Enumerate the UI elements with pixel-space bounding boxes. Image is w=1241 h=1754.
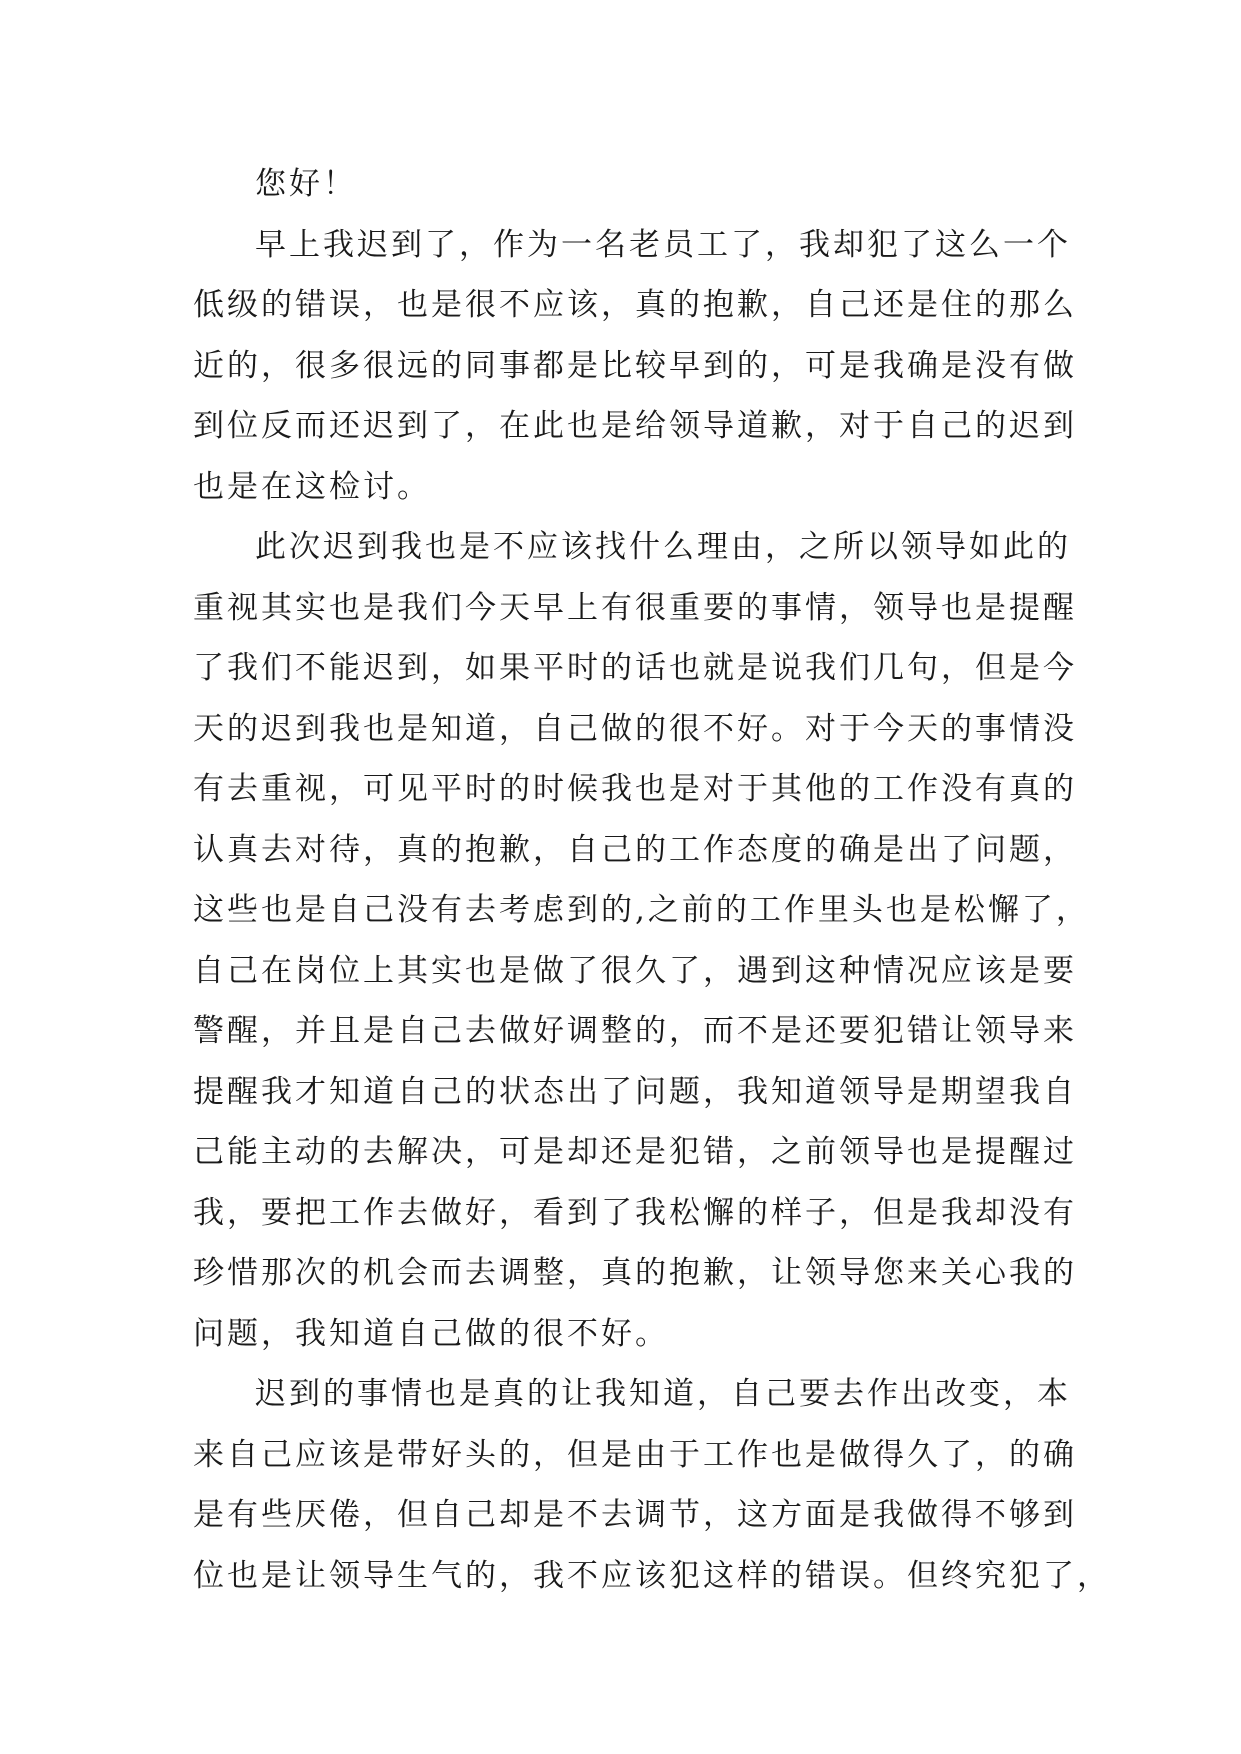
paragraph-line: 认真去对待，真的抱歉，自己的工作态度的确是出了问题， <box>193 831 1077 868</box>
paragraph-line: 己能主动的去解决，可是却还是犯错，之前领导也是提醒过 <box>193 1134 1077 1170</box>
paragraph-line: 低级的错误，也是很不应该，真的抱歉，自己还是住的那么 <box>193 287 1077 323</box>
paragraph-line: 是有些厌倦，但自己却是不去调节，这方面是我做得不够到 <box>193 1497 1077 1533</box>
paragraph-line: 迟到的事情也是真的让我知道，自己要去作出改变，本 <box>255 1376 1071 1412</box>
greeting: 您好！ <box>255 166 357 202</box>
paragraph-line: 到位反而还迟到了，在此也是给领导道歉，对于自己的迟到 <box>193 408 1077 444</box>
letter-body <box>193 154 1111 1606</box>
paragraph-line: 近的，很多很远的同事都是比较早到的，可是我确是没有做 <box>193 347 1077 384</box>
paragraph-line: 自己在岗位上其实也是做了很久了，遇到这种情况应该是要 <box>193 952 1077 989</box>
paragraph-line: 这些也是自己没有去考虑到的,之前的工作里头也是松懈了， <box>193 892 1090 928</box>
paragraph-1 <box>193 215 1077 518</box>
paragraph-line: 警醒，并且是自己去做好调整的，而不是还要犯错让领导来 <box>193 1013 1077 1049</box>
paragraph-line: 重视其实也是我们今天早上有很重要的事情，领导也是提醒 <box>193 589 1077 626</box>
paragraph-line: 问题，我知道自己做的很不好。 <box>193 1315 669 1352</box>
paragraph-line: 也是在这检讨。 <box>193 468 431 505</box>
paragraph-line: 了我们不能迟到，如果平时的话也就是说我们几句，但是今 <box>193 650 1077 686</box>
paragraph-3 <box>193 1364 1111 1606</box>
paragraph-line: 珍惜那次的机会而去调整，真的抱歉，让领导您来关心我的 <box>193 1255 1077 1291</box>
paragraph-2 <box>193 517 1090 1364</box>
paragraph-line: 提醒我才知道自己的状态出了问题，我知道领导是期望我自 <box>193 1073 1077 1110</box>
paragraph-line: 来自己应该是带好头的，但是由于工作也是做得久了，的确 <box>193 1436 1077 1473</box>
paragraph-line: 有去重视，可见平时的时候我也是对于其他的工作没有真的 <box>193 771 1077 807</box>
paragraph-line: 我，要把工作去做好，看到了我松懈的样子，但是我却没有 <box>193 1194 1077 1231</box>
paragraph-line: 早上我迟到了，作为一名老员工了，我却犯了这么一个 <box>255 226 1071 263</box>
paragraph-line: 天的迟到我也是知道，自己做的很不好。对于今天的事情没 <box>193 710 1077 747</box>
paragraph-line: 位也是让领导生气的，我不应该犯这样的错误。但终究犯了， <box>193 1557 1111 1594</box>
paragraph-line: 此次迟到我也是不应该找什么理由，之所以领导如此的 <box>255 529 1071 565</box>
